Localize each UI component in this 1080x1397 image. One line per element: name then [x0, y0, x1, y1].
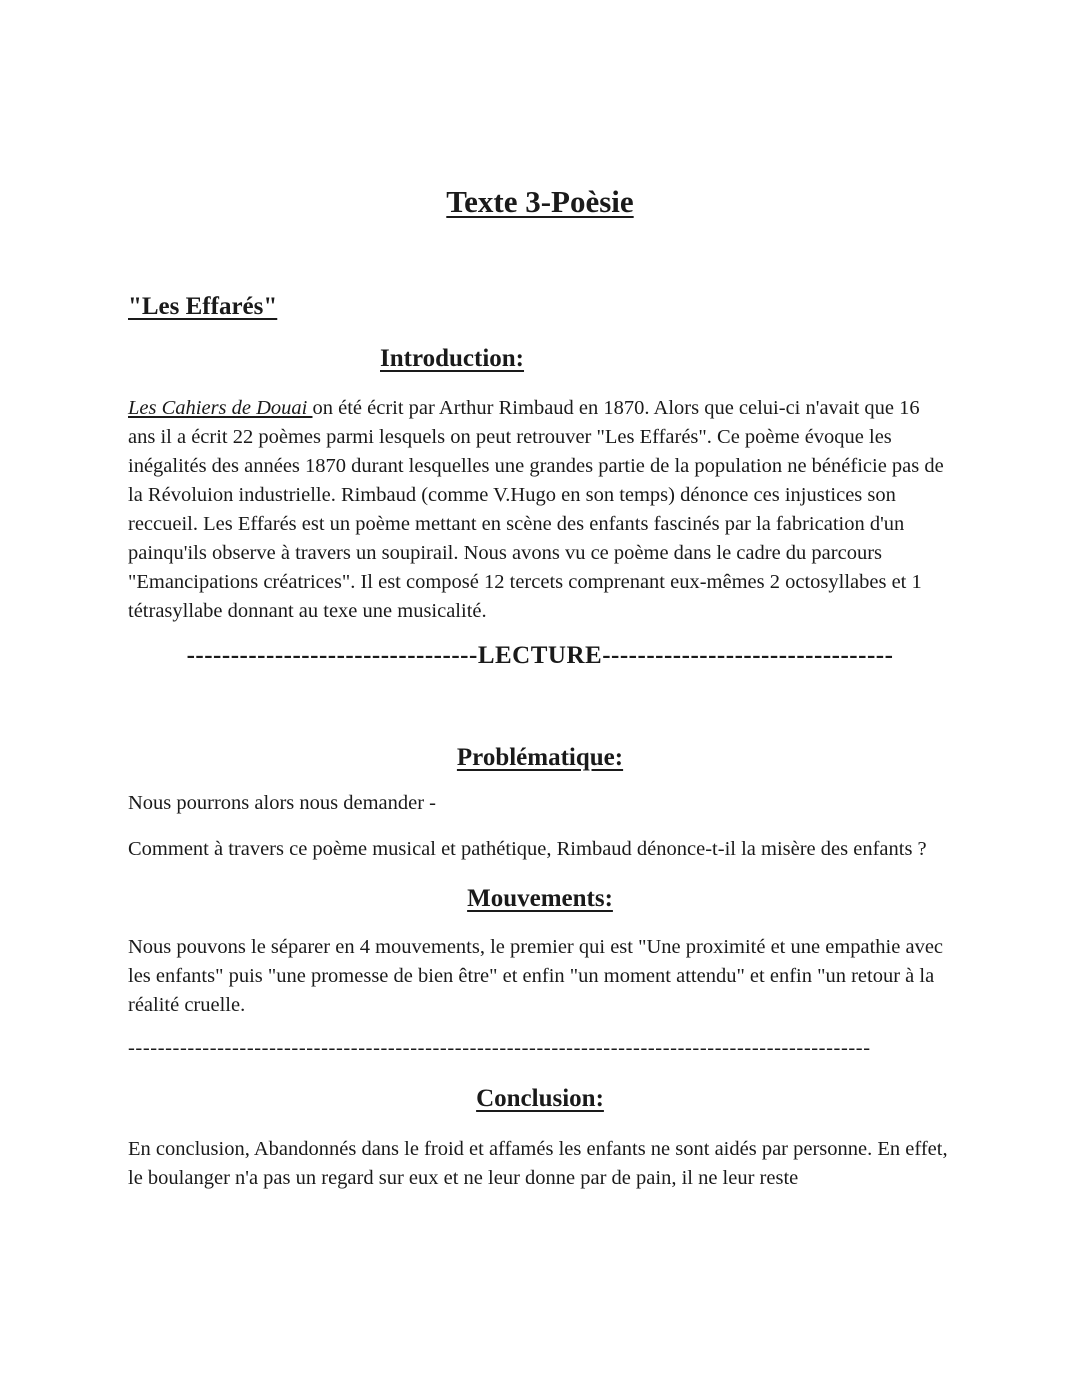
mouvements-heading: Mouvements: — [467, 885, 613, 912]
poem-title-heading: "Les Effarés" — [128, 293, 278, 320]
introduction-heading-row — [128, 322, 952, 374]
lecture-dashes-left: --------------------------------- — [186, 642, 478, 669]
conclusion-paragraph: En conclusion, Abandonnés dans le froid et affamés les enfants ne sont aidés par personne. En effet, le boulanger n'a pas un regard sur eux et ne leur donne par de pain, il ne leur reste — [128, 1138, 948, 1189]
introduction-paragraph-text: on été écrit par Arthur Rimbaud en 1870. Alors que celui-ci n'avait que 16 ans il a écrit 22 poèmes parmi lesquels on peut retrouver "Les Effarés". Ce poème évoque les inégalités des années 1870 durant lesquelles une grandes partie de la population ne bénéficie pas de la Révoluion industrielle. Rimbaud (comme V.Hugo en son temps) dénonce ces injustices son reccueil. Les Effarés est un poème mettant en scène des enfants fascinés par la fabrication d'un painqu'ils observe à travers un soupirail. Nous avons vu ce poème dans le cadre du parcours "Emancipations créatrices". Il est composé 12 tercets comprenant eux-mêmes 2 octosyllabes et 1 tétrasyllabe donnant au texe une musicalité. — [128, 397, 944, 622]
problematique-question: Comment à travers ce poème musical et pathétique, Rimbaud dénonce-t-il la misère des enfants ? — [128, 838, 927, 860]
dashed-divider: ---------------------------------------------------------------------------------------------------- — [128, 1037, 871, 1059]
lecture-dashes-right: --------------------------------- — [602, 642, 894, 669]
work-title-italic: Les Cahiers de Douai — [128, 397, 313, 419]
lecture-separator-line — [128, 640, 952, 672]
conclusion-heading: Conclusion: — [476, 1085, 604, 1112]
introduction-paragraph — [128, 394, 952, 626]
mouvements-paragraph: Nous pouvons le séparer en 4 mouvements, le premier qui est "Une proximité et une empathie avec les enfants" puis "une promesse de bien être" et enfin "un moment attendu" et enfin "un retour à la réalité cruelle. — [128, 936, 944, 1016]
document-title: Texte 3-Poèsie — [446, 184, 634, 219]
problematique-intro-line: Nous pourrons alors nous demander - — [128, 792, 437, 814]
lecture-label: LECTURE — [477, 642, 603, 669]
introduction-heading: Introduction: — [380, 345, 525, 372]
problematique-heading: Problématique: — [456, 744, 624, 771]
